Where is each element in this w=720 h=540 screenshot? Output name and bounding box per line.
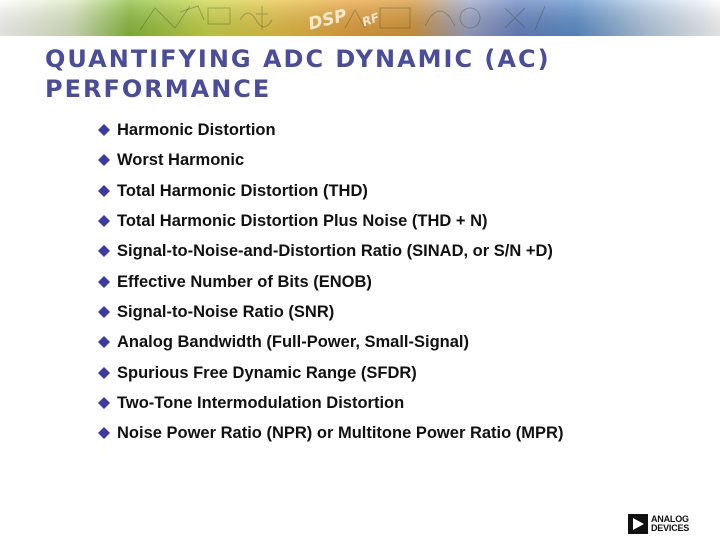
bullet-item <box>98 357 563 387</box>
analog-devices-triangle-icon <box>628 514 648 534</box>
diamond-bullet-icon <box>98 185 110 197</box>
logo-wordmark <box>651 515 689 534</box>
analog-devices-logo <box>628 513 689 535</box>
diamond-bullet-icon <box>98 154 110 166</box>
banner-label-dsp: DSP <box>306 5 349 35</box>
bullet-text: Signal-to-Noise Ratio (SNR) <box>117 302 335 321</box>
diamond-bullet-icon <box>98 336 110 348</box>
bullet-item <box>98 115 563 145</box>
bullet-item <box>98 418 563 448</box>
diamond-bullet-icon <box>98 124 110 136</box>
bullet-text: Effective Number of Bits (ENOB) <box>117 272 372 291</box>
diamond-bullet-icon <box>98 427 110 439</box>
banner-label-rf: RF <box>360 10 382 30</box>
slide-title-line-2: PERFORMANCE <box>45 75 272 103</box>
bullet-text: Worst Harmonic <box>117 151 245 170</box>
bullet-item <box>98 388 563 418</box>
diamond-bullet-icon <box>98 306 110 318</box>
bullet-text: Noise Power Ratio (NPR) or Multitone Power Ratio (MPR) <box>117 424 564 443</box>
bullet-item <box>98 236 563 266</box>
slide-title-line-1: QUANTIFYING ADC DYNAMIC (AC) <box>45 45 551 73</box>
bullet-text: Spurious Free Dynamic Range (SFDR) <box>117 363 417 382</box>
bullet-list <box>98 115 563 448</box>
logo-line-1: ANALOG <box>651 513 689 524</box>
bullet-text: Total Harmonic Distortion (THD) <box>117 181 368 200</box>
bullet-item <box>98 176 563 206</box>
bullet-item <box>98 206 563 236</box>
logo-line-2: DEVICES <box>651 523 690 533</box>
bullet-text: Two-Tone Intermodulation Distortion <box>117 393 405 412</box>
diamond-bullet-icon <box>98 397 110 409</box>
bullet-text: Harmonic Distortion <box>117 121 276 140</box>
bullet-item <box>98 327 563 357</box>
slide-title <box>45 44 685 104</box>
diamond-bullet-icon <box>98 215 110 227</box>
header-banner <box>0 0 720 38</box>
bullet-item <box>98 266 563 296</box>
bullet-text: Analog Bandwidth (Full-Power, Small-Signal) <box>117 333 470 352</box>
diamond-bullet-icon <box>98 367 110 379</box>
bullet-item <box>98 297 563 327</box>
bullet-text: Signal-to-Noise-and-Distortion Ratio (SINAD, or S/N +D) <box>117 242 553 261</box>
bullet-item <box>98 145 563 175</box>
bullet-text: Total Harmonic Distortion Plus Noise (THD + N) <box>117 212 488 231</box>
diamond-bullet-icon <box>98 276 110 288</box>
diamond-bullet-icon <box>98 245 110 257</box>
